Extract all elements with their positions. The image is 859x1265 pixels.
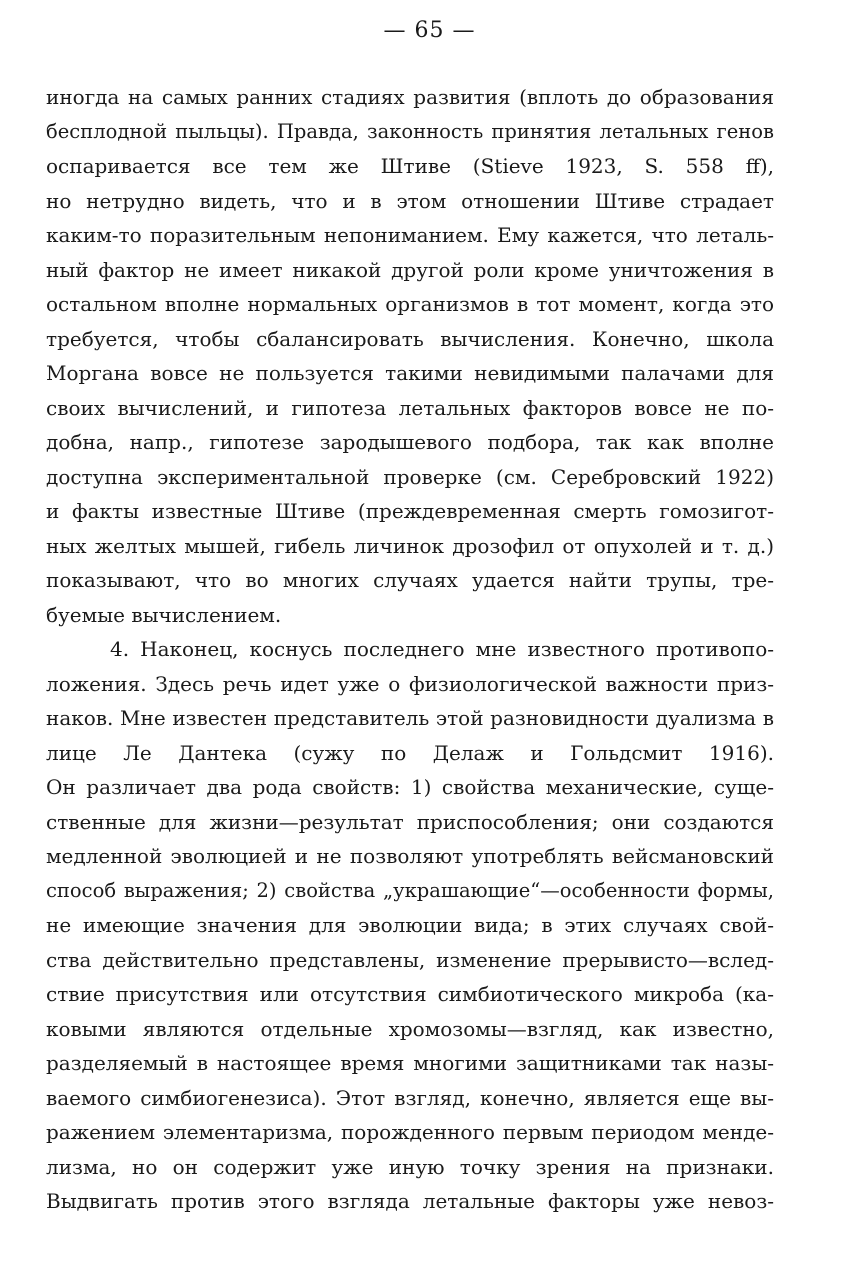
text-line: доступна экспериментальной проверке (см. Серебровский 1922) [46,464,774,489]
text-line: ный фактор не имеет никакой другой роли кроме уничтожения в [46,257,774,282]
text-line: наков. Мне известен представитель этой разновидности дуализма в [46,706,774,730]
text-line: ковыми являются отдельные хромозомы—взгляд, как известно, [46,1016,774,1041]
text-line: ствие присутствия или отсутствия симбиотического микроба (ка- [46,982,774,1006]
text-line: ственные для жизни—результат приспособления; они создаются [46,809,774,834]
text-line: 4. Наконец, коснусь последнего мне известного противопо- [110,637,774,661]
text-line: своих вычислений, и гипотеза летальных факторов вовсе не по- [46,395,774,420]
text-line: медленной эволюцией и не позволяют употреблять вейсмановский [46,844,774,868]
text-line: лизма, но он содержит уже иную точку зрения на признаки. [46,1154,774,1179]
text-line: добна, напр., гипотезе зародышевого подбора, так как вполне [46,430,774,454]
text-line: ства действительно представлены, изменение прерывисто—вслед- [46,947,774,972]
text-line: остальном вполне нормальных организмов в тот момент, когда это [46,292,774,316]
body-text [46,80,774,1219]
text-line: Выдвигать против этого взгляда летальные факторы уже невоз- [46,1189,774,1213]
text-line: способ выражения; 2) свойства „украшающие“—особенности формы, [46,878,774,902]
text-line: каким-то поразительным непониманием. Ему кажется, что леталь- [46,223,774,247]
text-line: ложения. Здесь речь идет уже о физиологической важности приз- [46,671,774,696]
text-line: Моргана вовсе не пользуется такими невидимыми палачами для [46,361,774,385]
text-line: и факты известные Штиве (преждевременная смерть гомозигот- [46,499,774,523]
text-line: но нетрудно видеть, что и в этом отношении Штиве страдает [46,188,774,213]
page-number: — 65 — [383,18,476,43]
text-line: лице Ле Дантека (сужу по Делаж и Гольдсмит 1916). [46,740,774,765]
text-line: ваемого симбиогенезиса). Этот взгляд, конечно, является еще вы- [46,1085,774,1110]
text-line: ражением элементаризма, порожденного первым периодом менде- [46,1120,774,1144]
text-line: иногда на самых ранних стадиях развития (вплоть до образования [46,85,774,109]
text-line: разделяемый в настоящее время многими защитниками так назы- [46,1051,774,1075]
text-line: не имеющие значения для эволюции вида; в этих случаях свой- [46,913,774,937]
text-line: бесплодной пыльцы). Правда, законность принятия летальных генов [46,119,774,143]
text-line: буемые вычислением. [46,602,282,627]
text-line: требуется, чтобы сбалансировать вычисления. Конечно, школа [46,326,774,351]
text-line: показывают, что во многих случаях удается найти трупы, тре- [46,568,774,592]
text-line: оспаривается все тем же Штиве (Stieve 1923, S. 558 ff), [46,154,774,178]
text-line: ных желтых мышей, гибель личинок дрозофил от опухолей и т. д.) [46,533,774,558]
text-line: Он различает два рода свойств: 1) свойства механические, суще- [46,775,774,799]
